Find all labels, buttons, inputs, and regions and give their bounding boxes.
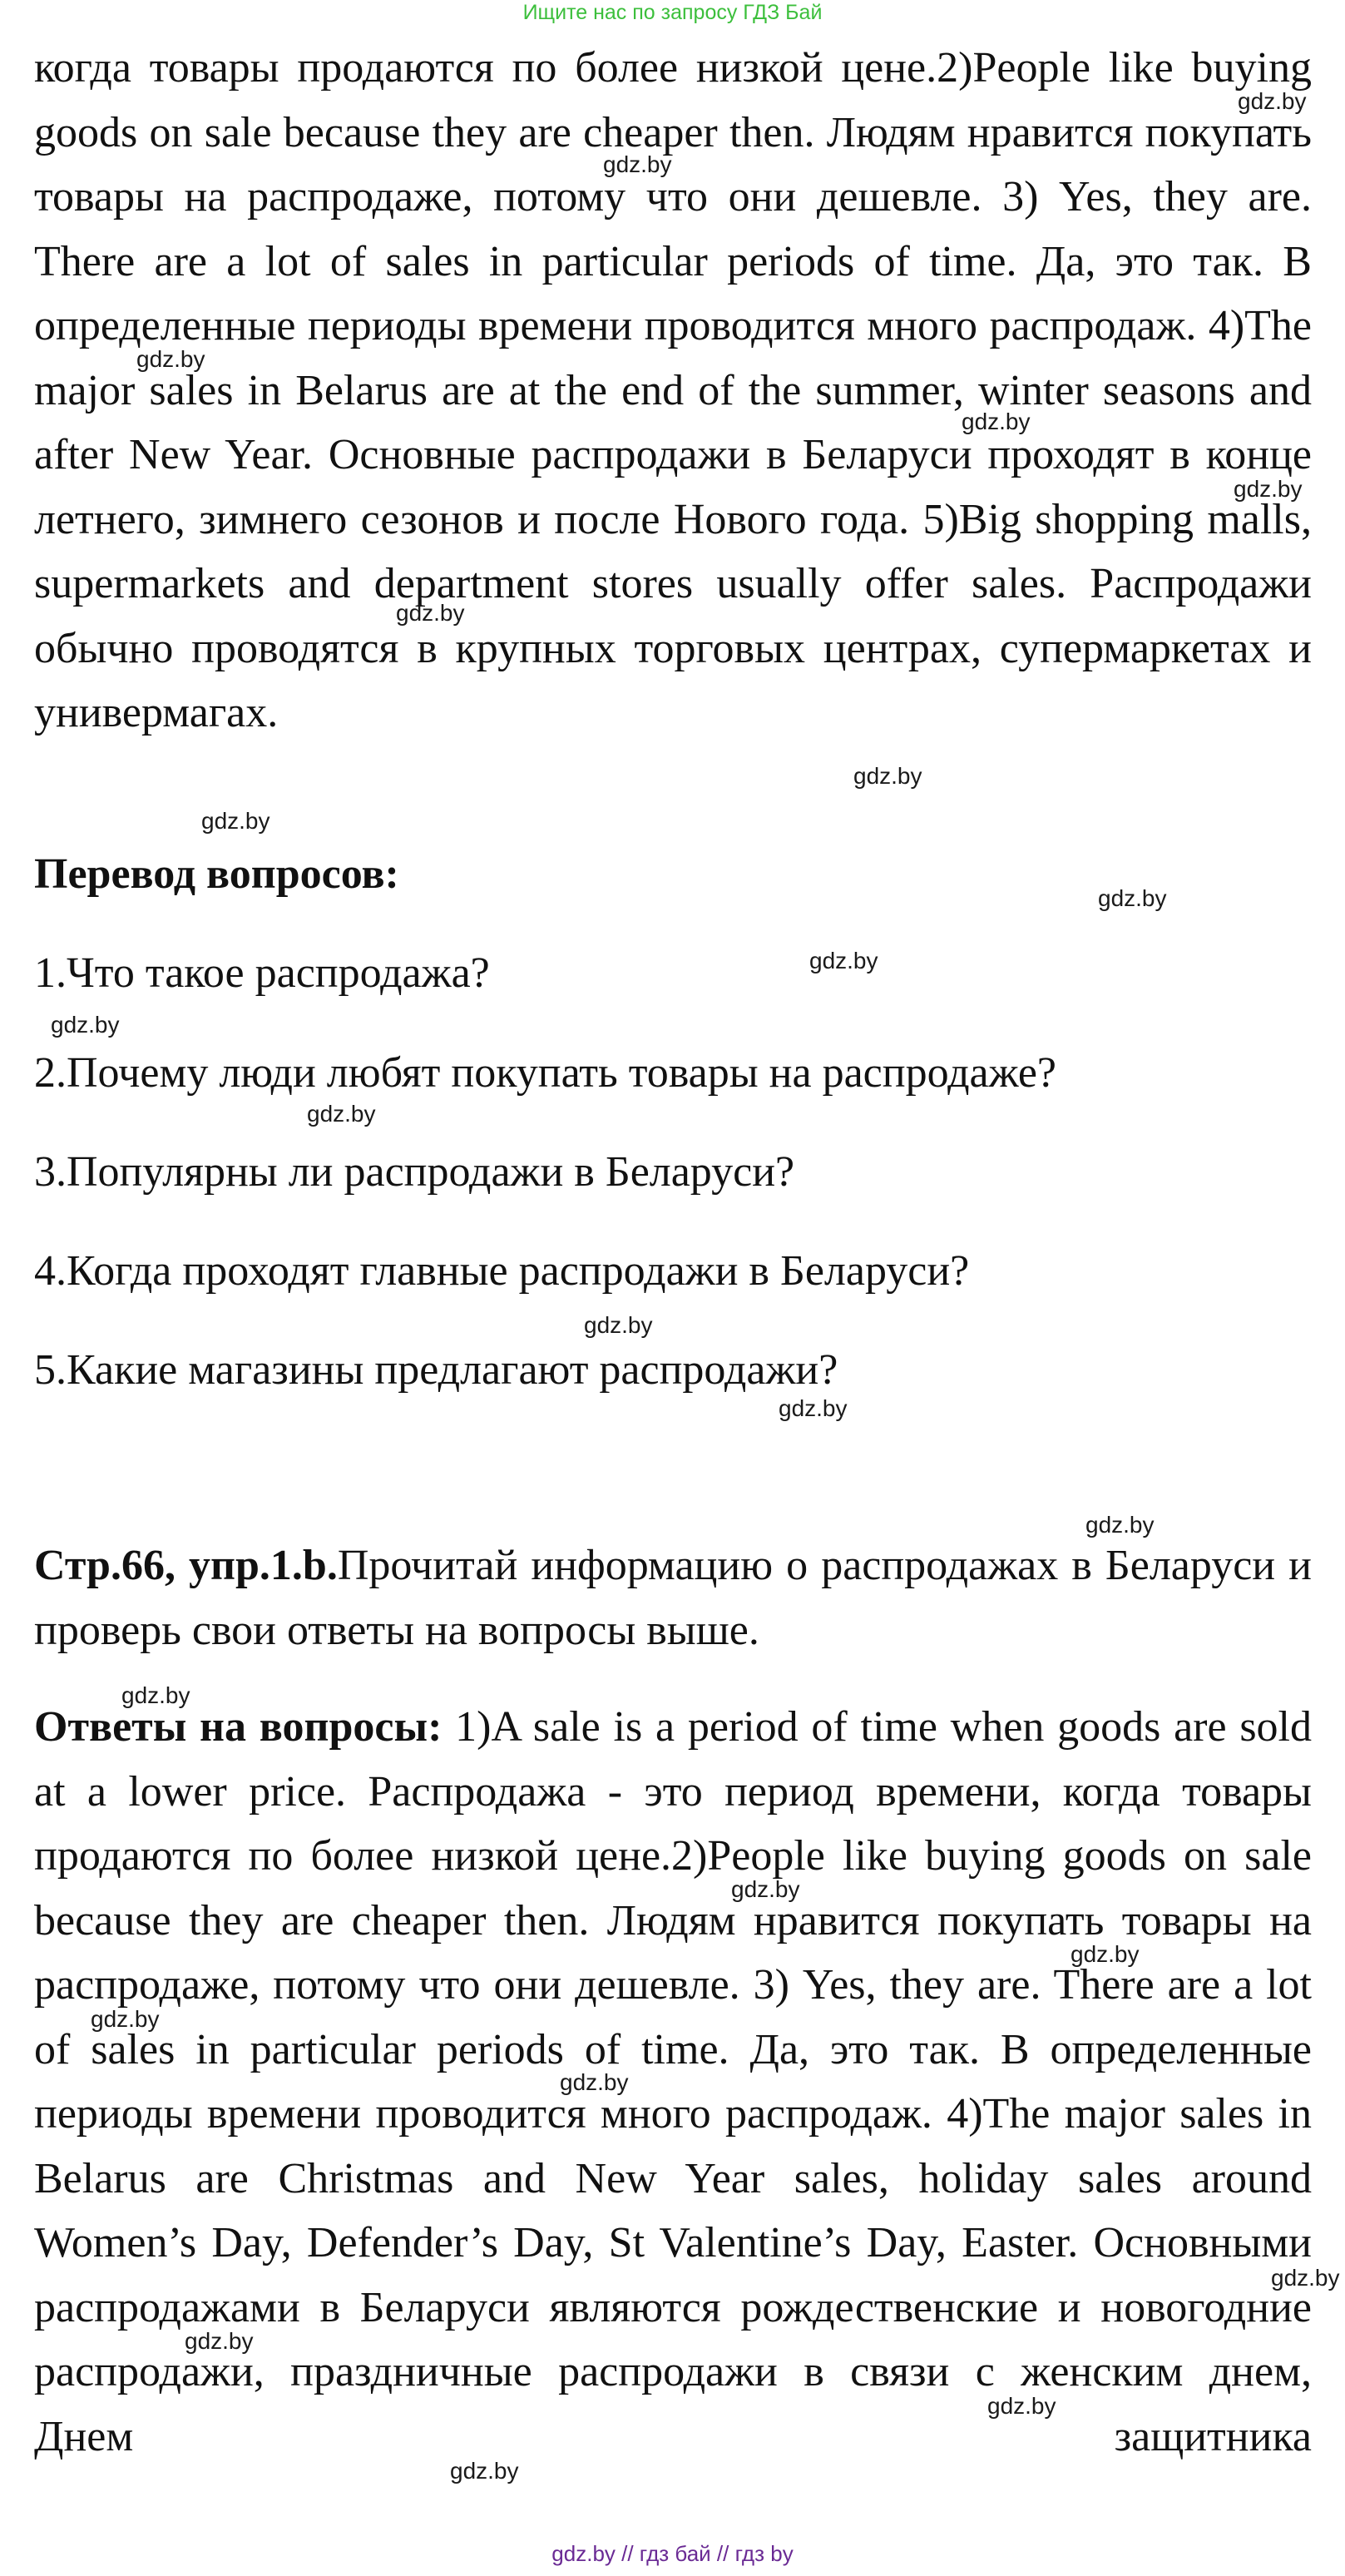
answers-label: Ответы на вопросы: xyxy=(34,1703,443,1751)
watermark-text: gdz.by xyxy=(603,151,672,177)
watermark-text: gdz.by xyxy=(584,1312,653,1338)
watermark-text: gdz.by xyxy=(731,1876,800,1902)
answers-paragraph-continued: когда товары продаются по более низкой цене.2)People like buying goods on sale because they are cheaper then. Людям нравится покупать товары на распродаже, потому что они дешевле. 3) Yes, they are. There are a lot of sales in particular periods of time. Да, это так. В определенные периоды времени проводится много распродаж. 4)The major sales in Belarus are at the end of the summer, winter seasons and after New Year. Основные распродажи в Беларуси проходят в конце летнего, зимнего сезонов и после Нового года. 5)Big shopping malls, supermarkets and department stores usually offer sales. Распродажи обычно проводятся в крупных торговых центрах, супермаркетах и универмагах. xyxy=(34,44,1312,736)
search-banner[interactable]: Ищите нас по запросу ГДЗ Бай xyxy=(522,1,823,24)
watermark-text: gdz.by xyxy=(779,1395,848,1421)
watermark-text: gdz.by xyxy=(201,808,270,834)
watermark-text: gdz.by xyxy=(1238,88,1307,114)
watermark-text: gdz.by xyxy=(185,2328,254,2354)
watermark-text: gdz.by xyxy=(307,1101,376,1127)
question-1: 1.Что такое распродажа? xyxy=(34,949,490,997)
watermark-text: gdz.by xyxy=(987,2393,1056,2419)
watermark-text: gdz.by xyxy=(1071,1941,1140,1967)
watermark-text: gdz.by xyxy=(1098,885,1167,911)
translation-heading: Перевод вопросов: xyxy=(34,850,399,898)
question-3: 3.Популярны ли распродажи в Беларуси? xyxy=(34,1148,795,1196)
question-5: 5.Какие магазины предлагают распродажи? xyxy=(34,1346,838,1394)
watermark-text: gdz.by xyxy=(1085,1512,1155,1538)
answers-text: 1)A sale is a period of time when goods are sold at a lower price. Распродажа - это период времени, когда товары продаются по более низкой цене.2)People like buying goods on sale because they are cheaper then. Людям нравится покупать товары на распродаже, потому что они дешевле. 3) Yes, they are. There are a lot of sales in particular periods of time. Да, это так. В определенные периоды времени проводится много распродаж. 4)The major sales in Belarus are Christmas and New Year sales, holiday sales around Women’s Day, Defender’s Day, St Valentine’s Day, Easter. Основными распродажами в Беларуси являются рождественские и новогодние распродажи, праздничные распродажи в связи с женским днем, Днем защитника xyxy=(34,1703,1313,2460)
question-4: 4.Когда проходят главные распродажи в Беларуси? xyxy=(34,1247,970,1295)
watermark-text: gdz.by xyxy=(1234,476,1303,502)
watermark-text: gdz.by xyxy=(560,2069,629,2095)
question-2: 2.Почему люди любят покупать товары на распродаже? xyxy=(34,1049,1057,1097)
exercise-paragraph xyxy=(34,1533,1312,1662)
watermark-text: gdz.by xyxy=(396,600,465,626)
watermark-text: gdz.by xyxy=(51,1012,120,1038)
watermark-text: gdz.by xyxy=(809,948,878,973)
watermark-text: gdz.by xyxy=(121,1682,190,1708)
watermark-text: gdz.by xyxy=(91,2006,160,2032)
watermark-text: gdz.by xyxy=(450,2458,519,2484)
footer-links[interactable]: gdz.by // гдз бай // гдз by xyxy=(551,2541,794,2566)
exercise-instruction: Прочитай информацию о распродажах в Беларуси и проверь свои ответы на вопросы выше. xyxy=(34,1542,1313,1654)
watermark-text: gdz.by xyxy=(136,346,205,372)
watermark-text: gdz.by xyxy=(962,409,1031,434)
watermark-text: gdz.by xyxy=(853,763,922,789)
watermark-text: gdz.by xyxy=(1271,2265,1340,2291)
exercise-label: Стр.66, упр.1.b. xyxy=(34,1542,338,1589)
